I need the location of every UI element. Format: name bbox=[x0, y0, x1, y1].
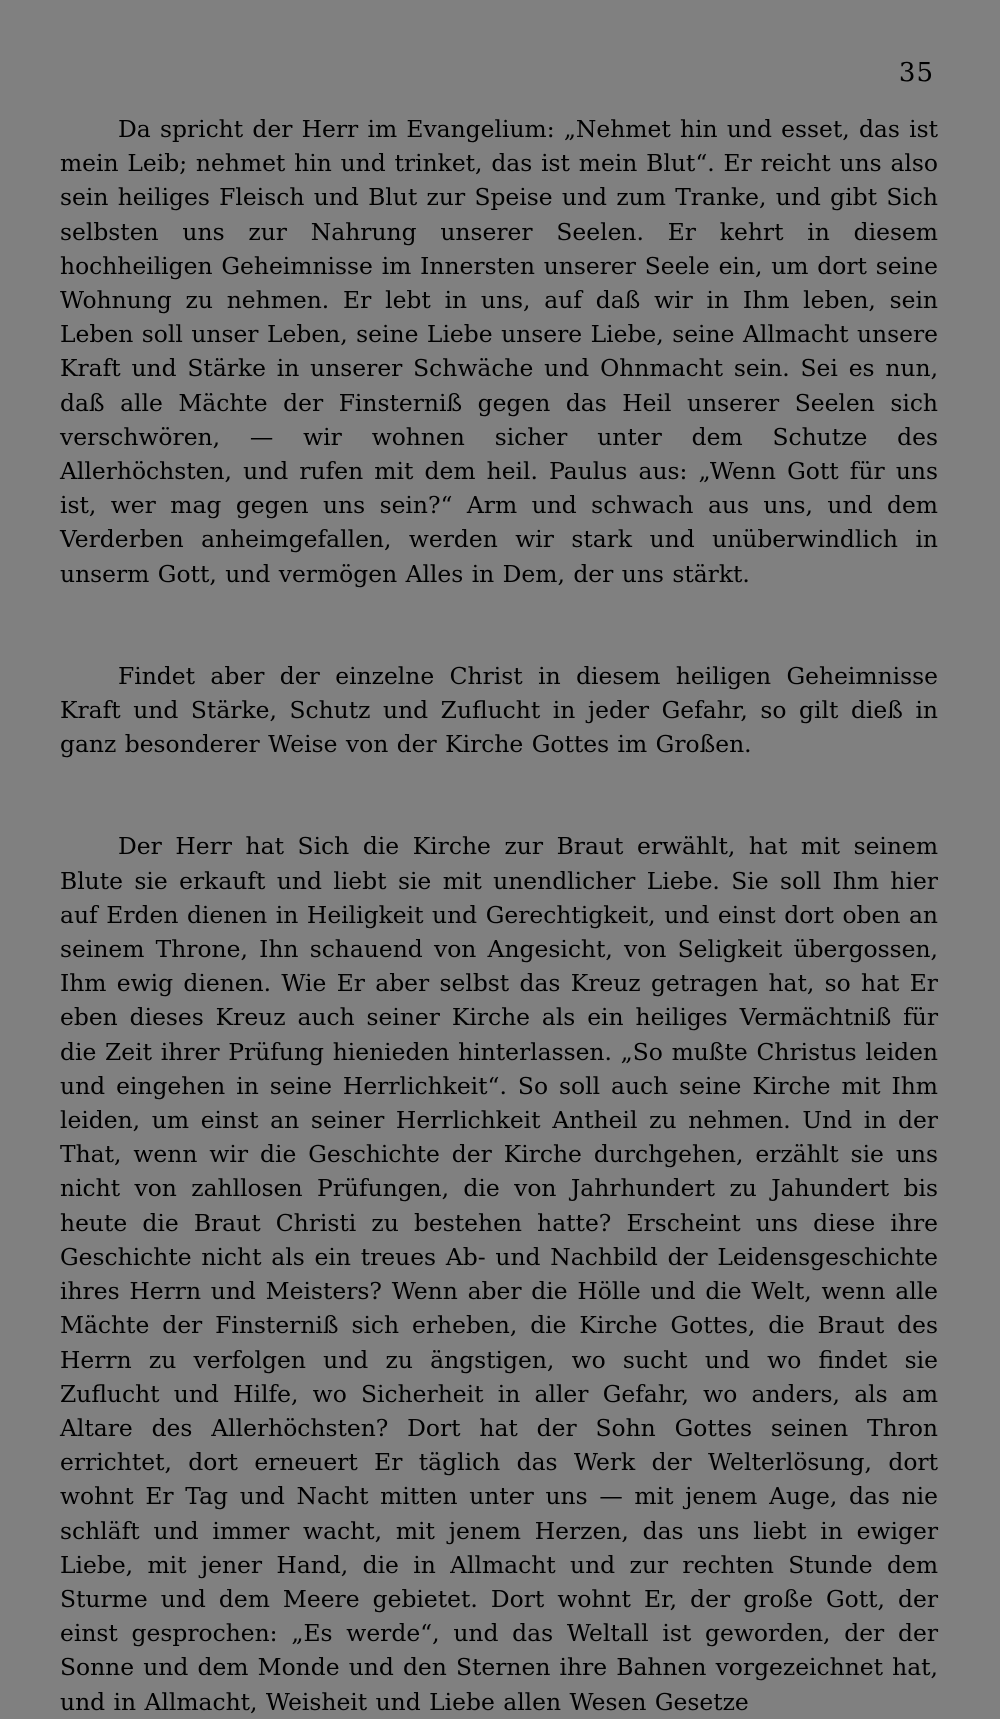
paragraph-church-strength: Findet aber der einzelne Christ in diesem heiligen Geheimnisse Kraft und Stärke, Schutz und Zuflucht in jeder Gefahr, so gilt dieß in ganz besonderer Weise von der Kirche Gottes im Großen. bbox=[60, 661, 938, 759]
page-body bbox=[60, 112, 938, 1719]
paragraph-eucharist: Da spricht der Herr im Evangelium: „Nehmet hin und esset, das ist mein Leib; nehmet hin und trinket, das ist mein Blut“. Er reicht uns also sein heiliges Fleisch und Blut zur Speise und zum Tranke, und gibt Sich selbsten uns zur Nahrung unserer Seelen. Er kehrt in diesem hochheiligen Geheimnisse im Innersten unserer Seele ein, um dort seine Wohnung zu nehmen. Er lebt in uns, auf daß wir in Ihm leben, sein Leben soll unser Leben, seine Liebe unsere Liebe, seine Allmacht unsere Kraft und Stärke in unserer Schwäche und Ohnmacht sein. Sei es nun, daß alle Mächte der Finsterniß gegen das Heil unserer Seelen sich verschwören, — wir wohnen sicher unter dem Schutze des Allerhöchsten, und rufen mit dem heil. Paulus aus: „Wenn Gott für uns ist, wer mag gegen uns sein?“ Arm und schwach aus uns, und dem Verderben anheimgefallen, werden wir stark und unüberwindlich in unserm Gott, und vermögen Alles in Dem, der uns stärkt. bbox=[60, 115, 938, 588]
page-number: 35 bbox=[898, 58, 934, 88]
paragraph-church-bride: Der Herr hat Sich die Kirche zur Braut erwählt, hat mit seinem Blute sie erkauft und liebt sie mit unendlicher Liebe. Sie soll Ihm hier auf Erden dienen in Heiligkeit und Gerechtigkeit, und einst dort oben an seinem Throne, Ihn schauend von Angesicht, von Seligkeit übergossen, Ihm ewig dienen. Wie Er aber selbst das Kreuz getragen hat, so hat Er eben dieses Kreuz auch seiner Kirche als ein heiliges Vermächtniß für die Zeit ihrer Prüfung hienieden hinterlassen. „So mußte Christus leiden und eingehen in seine Herrlichkeit“. So soll auch seine Kirche mit Ihm leiden, um einst an seiner Herrlichkeit Antheil zu nehmen. Und in der That, wenn wir die Geschichte der Kirche durchgehen, erzählt sie uns nicht von zahllosen Prüfungen, die von Jahrhundert zu Jahundert bis heute die Braut Christi zu bestehen hatte? Erscheint uns diese ihre Geschichte nicht als ein treues Ab- und Nachbild der Leidensgeschichte ihres Herrn und Meisters? Wenn aber die Hölle und die Welt, wenn alle Mächte der Finsterniß sich erheben, die Kirche Gottes, die Braut des Herrn zu verfolgen und zu ängstigen, wo sucht und wo findet sie Zuflucht und Hilfe, wo Sicherheit in aller Gefahr, wo anders, als am Altare des Allerhöchsten? Dort hat der Sohn Gottes seinen Thron errichtet, dort erneuert Er täglich das Werk der Welterlösung, dort wohnt Er Tag und Nacht mitten unter uns — mit jenem Auge, das nie schläft und immer wacht, mit jenem Herzen, das uns liebt in ewiger Liebe, mit jener Hand, die in Allmacht und zur rechten Stunde dem Sturme und dem Meere gebietet. Dort wohnt Er, der große Gott, der einst gesprochen: „Es werde“, und das Weltall ist geworden, der der Sonne und dem Monde und den Sternen ihre Bahnen vorgezeichnet hat, und in Allmacht, Weisheit und Liebe allen Wesen Gesetze bbox=[60, 832, 938, 1716]
